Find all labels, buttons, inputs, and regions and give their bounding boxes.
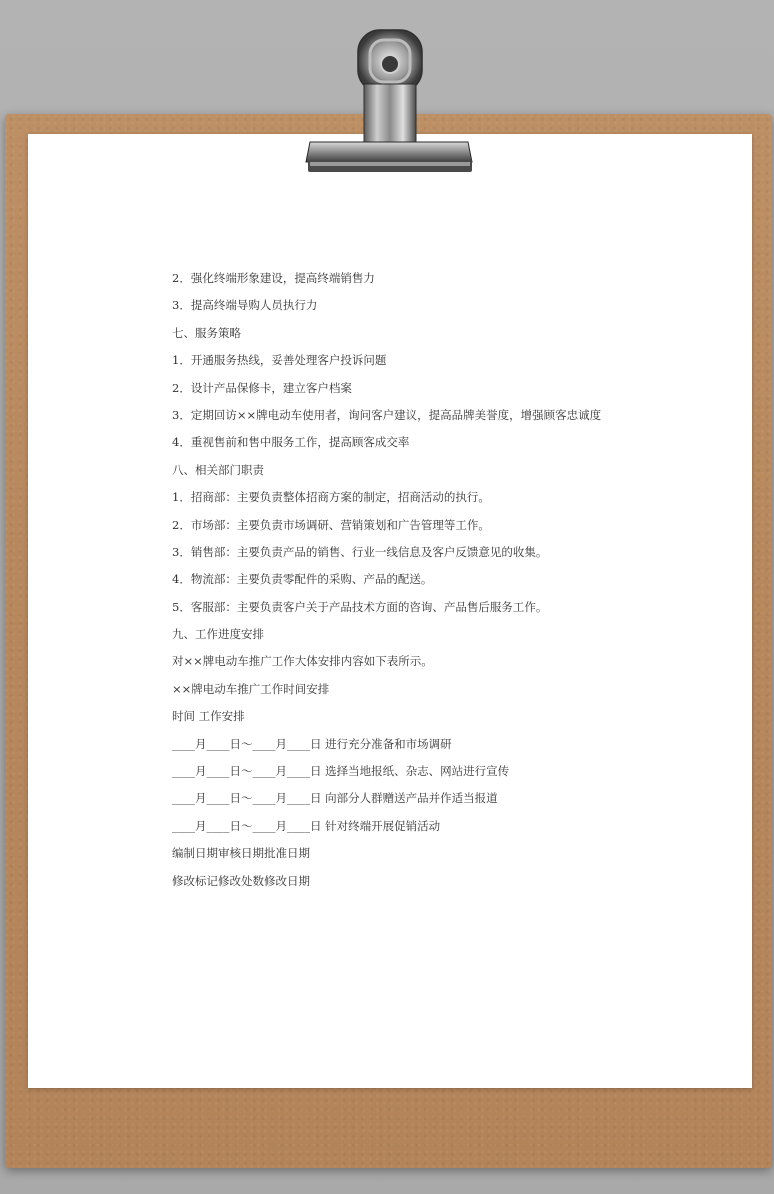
footer-line: 编制日期审核日期批准日期 [172,846,310,861]
table-row: ____月____日～____月____日 选择当地报纸、杂志、网站进行宣传 [172,764,510,779]
section-heading: 七、服务策略 [172,325,241,340]
text-line: 3．提高终端导购人员执行力 [172,298,318,313]
text-line: 4．重视售前和售中服务工作，提高顾客成交率 [172,435,410,450]
footer-line: 修改标记修改处数修改日期 [172,873,310,888]
text-line: 1．开通服务热线，妥善处理客户投诉问题 [172,353,387,368]
table-row: ____月____日～____月____日 进行充分准备和市场调研 [172,736,452,751]
text-line: 1．招商部：主要负责整体招商方案的制定，招商活动的执行。 [172,490,490,505]
table-header: 时间 工作安排 [172,709,245,724]
section-heading: 八、相关部门职责 [172,462,264,477]
watermark [101,456,115,476]
section-heading: 九、工作进度安排 [172,627,264,642]
table-row: ____月____日～____月____日 向部分人群赠送产品并作适当报道 [172,791,498,806]
document-body [172,270,692,900]
table-title: ××牌电动车推广工作时间安排 [172,681,330,696]
text-line: 2．设计产品保修卡，建立客户档案 [172,380,352,395]
text-line: 2．市场部：主要负责市场调研、营销策划和广告管理等工作。 [172,517,490,532]
text-line: 2．强化终端形象建设，提高终端销售力 [172,271,375,285]
text-line: 4．物流部：主要负责零配件的采购、产品的配送。 [172,572,433,587]
binder-clip-icon [300,24,478,179]
table-row: ____月____日～____月____日 针对终端开展促销活动 [172,818,441,833]
text-line: 3．定期回访××牌电动车使用者，询问客户建议，提高品牌美誉度，增强顾客忠诚度 [172,407,602,422]
text-line: 对××牌电动车推广工作大体安排内容如下表所示。 [172,654,433,669]
text-line: 5．客服部：主要负责客户关于产品技术方面的咨询、产品售后服务工作。 [172,599,548,614]
text-line: 3．销售部：主要负责产品的销售、行业一线信息及客户反馈意见的收集。 [172,544,548,559]
